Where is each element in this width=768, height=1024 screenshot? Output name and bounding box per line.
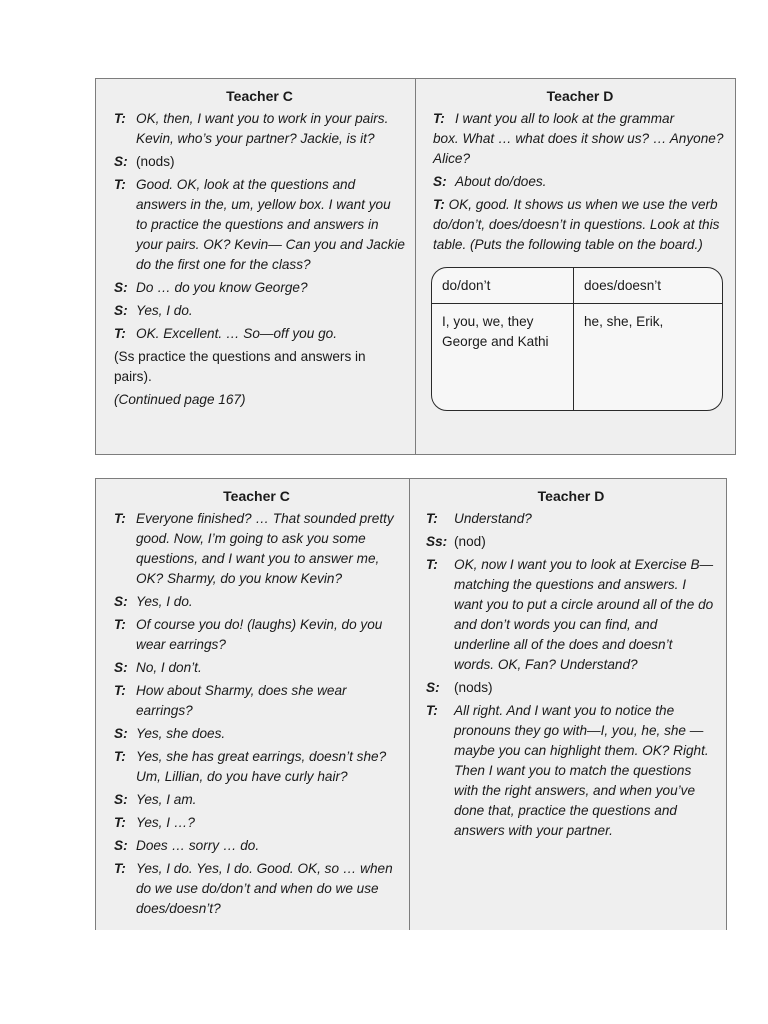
dialogue-line [114,681,399,721]
dialogue-line [114,813,399,833]
dialogue-paragraph [433,195,727,255]
dialogue-line [114,509,399,589]
dialogue-line [426,555,716,675]
dialogue-text: Of course you do! (laughs) Kevin, do you wear earrings? [136,617,383,652]
dialogue-text: Yes, I am. [136,792,197,807]
speaker-label: T: [426,511,438,526]
dialogue-text: Yes, I do. [136,594,193,609]
dialogue-line [114,278,405,298]
dialogue-line [426,701,716,841]
speaker-label: S: [433,174,447,189]
dialogue-line [426,509,716,529]
dialogue-text: OK, good. It shows us when we use the verb do/don’t, does/doesn’t in questions. Look at this table. (Puts the following table on the board.) [433,197,720,252]
speaker-label: T: [433,197,445,212]
dialogue-line [114,836,399,856]
dialogue-text: No, I don’t. [136,660,202,675]
dialogue-line [114,175,405,275]
dialogue-text: About do/does. [455,174,547,189]
dialogue-text: (nods) [454,680,493,695]
dialogue-text: Good. OK, look at the questions and answers in the, um, yellow box. I want you to practice the questions and answers in your pairs. OK? Kevin— Can you and Jackie do the first one for the class? [136,177,405,272]
dialogue-line [114,301,405,321]
dialogue-line [114,152,405,172]
table-cell-does: he, she, Erik, [584,314,664,329]
speaker-label: S: [114,594,128,609]
dialogue-text: OK. Excellent. … So—off you go. [136,326,337,341]
speaker-label: T: [426,557,438,572]
grammar-table [431,267,723,411]
dialogue-text: I want you all to look at the grammar [455,111,675,126]
speaker-label: S: [114,726,128,741]
speaker-label: T: [114,683,126,698]
teacher-d-column-bottom [410,479,726,930]
speaker-label: S: [114,838,128,853]
speaker-label: T: [426,703,438,718]
speaker-label: S: [114,280,128,295]
teacher-d-column-top [416,79,735,454]
speaker-label: S: [114,154,128,169]
speaker-label: S: [426,680,440,695]
teacher-c-column-bottom [96,479,410,930]
dialogue-text: Do … do you know George? [136,280,308,295]
dialogue-text: Understand? [454,511,532,526]
stage-direction: (Ss practice the questions and answers in pairs). [114,349,366,384]
column-title: Teacher D [537,488,605,504]
dialogue-text: Everyone finished? … That sounded pretty good. Now, I’m going to ask you some questions, and I want you to answer me, OK? Sharmy, do you know Kevin? [136,511,394,586]
column-title: Teacher C [226,88,293,104]
dialogue-text: (nods) [136,154,175,169]
dialogue-line [426,532,716,552]
dialogue-text: Does … sorry … do. [136,838,260,853]
table-header-do: do/don’t [432,268,574,304]
speaker-label: T: [114,111,126,126]
dialogue-text: Yes, I do. [136,303,193,318]
dialogue-line [114,724,399,744]
dialogue-line [114,615,399,655]
speaker-label: S: [114,303,128,318]
speaker-label: T: [114,511,126,526]
dialogue-text: All right. And I want you to notice the pronouns they go with—I, you, he, she —maybe you can highlight them. OK? Right. Then I want you to match the questions with the right answers, and when you’ve done that, practice the questions and answers with your partner. [454,703,709,838]
dialogue-line [114,658,399,678]
speaker-label: Ss: [426,534,448,549]
column-title: Teacher D [546,88,614,104]
speaker-label: T: [114,861,126,876]
dialogue-panel-top [95,78,736,455]
dialogue-text: Yes, she does. [136,726,226,741]
speaker-label: T: [114,749,126,764]
dialogue-text: How about Sharmy, does she wear earrings? [136,683,347,718]
speaker-label: T: [433,111,445,126]
dialogue-line [114,109,405,149]
speaker-label: S: [114,660,128,675]
dialogue-text: OK, then, I want you to work in your pairs. Kevin, who’s your partner? Jackie, is it? [136,111,389,146]
dialogue-line [426,678,716,698]
dialogue-line [114,324,405,344]
dialogue-line [433,172,727,192]
dialogue-text: OK, now I want you to look at Exercise B—matching the questions and answers. I want you to put a circle around all of the do and don’t words you can find, and underline all of the does and doesn’t words. OK, Fan? Understand? [454,557,714,672]
speaker-label: T: [114,617,126,632]
column-title: Teacher C [223,488,290,504]
table-cell-do: I, you, we, they George and Kathi [432,304,574,410]
dialogue-text: (nod) [454,534,486,549]
continued-note: (Continued page 167) [114,392,246,407]
dialogue-line [433,109,727,129]
dialogue-line [114,592,399,612]
dialogue-panel-bottom [95,478,727,930]
speaker-label: S: [114,792,128,807]
dialogue-text: Yes, she has great earrings, doesn’t she? Um, Lillian, do you have curly hair? [136,749,387,784]
table-header-does: does/doesn’t [574,268,722,304]
dialogue-line [114,790,399,810]
dialogue-text-continued: box. What … what does it show us? … Anyone? Alice? [433,131,724,166]
dialogue-line [114,747,399,787]
dialogue-text: Yes, I …? [136,815,195,830]
speaker-label: T: [114,177,126,192]
dialogue-text: Yes, I do. Yes, I do. Good. OK, so … when do we use do/don’t and when do we use does/doesn’t? [136,861,393,916]
speaker-label: T: [114,326,126,341]
dialogue-line [114,859,399,919]
teacher-c-column-top [96,79,416,454]
speaker-label: T: [114,815,126,830]
